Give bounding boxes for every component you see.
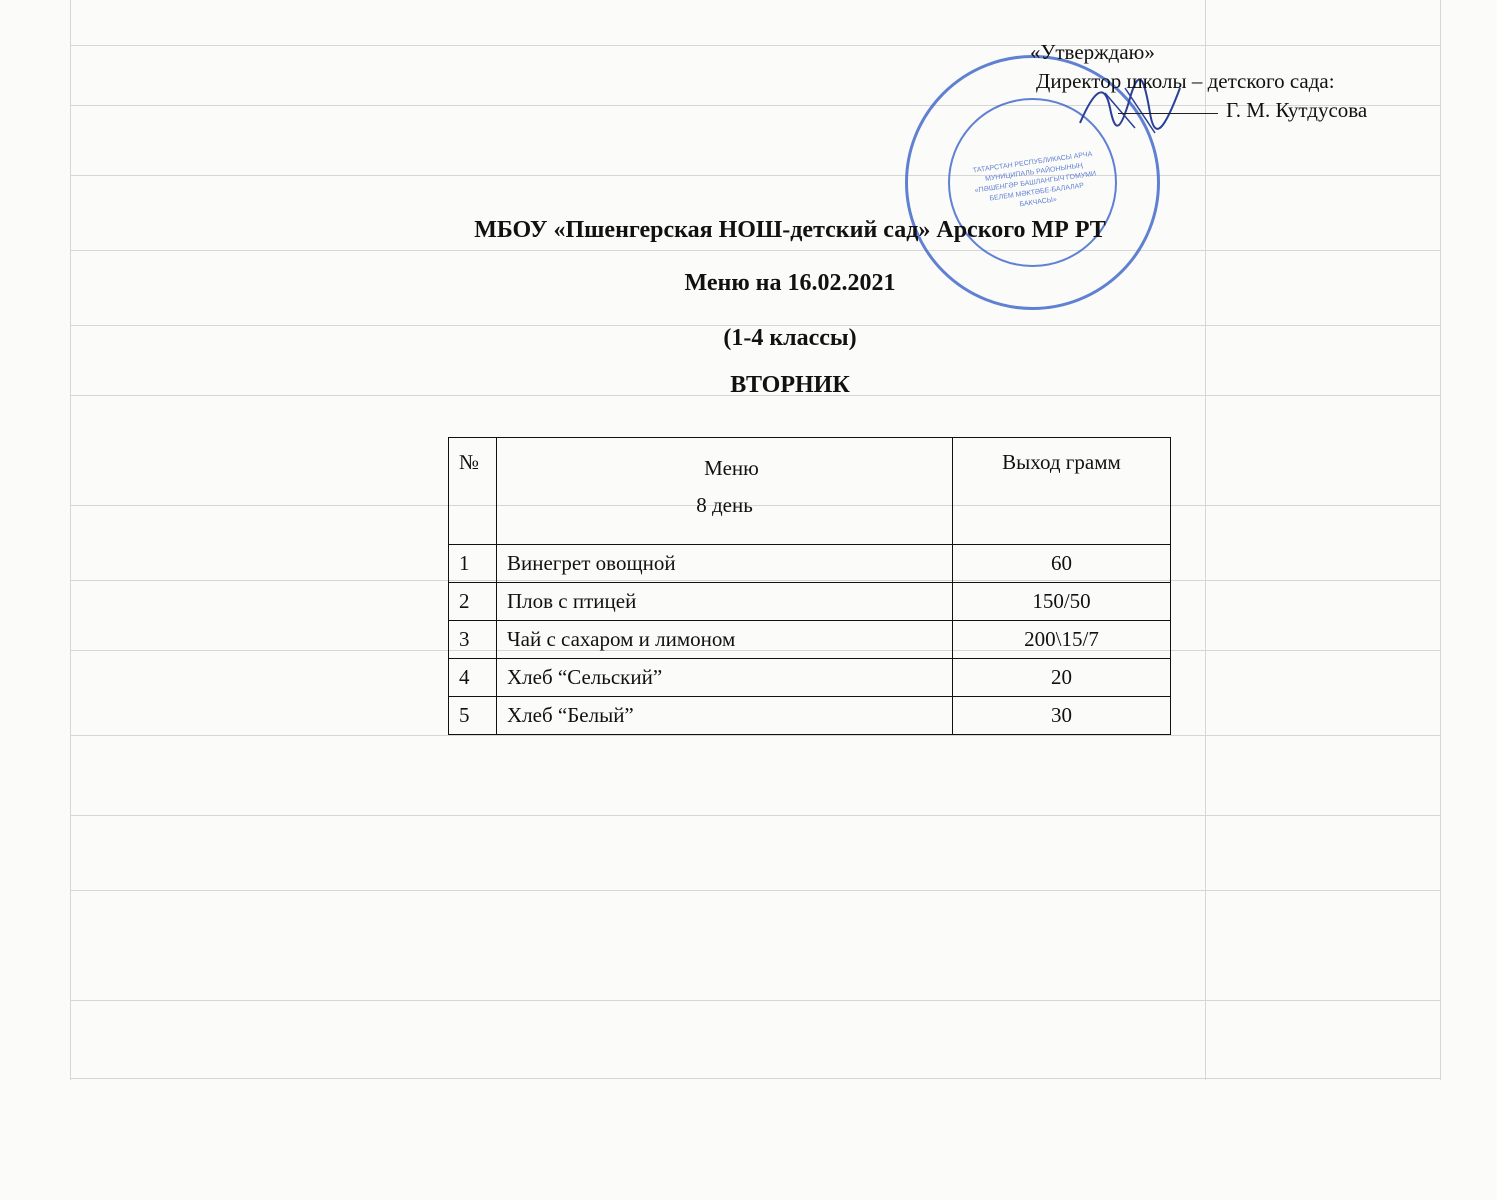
table-header-row	[449, 438, 1171, 545]
approval-block	[1028, 38, 1367, 125]
approval-signatory	[1028, 96, 1367, 125]
row-num: 3	[449, 621, 497, 659]
row-dish: Чай с сахаром и лимоном	[497, 621, 953, 659]
header-output: Выход грамм	[953, 438, 1171, 545]
approval-position: Директор школы – детского сада:	[1036, 69, 1335, 93]
row-num: 4	[449, 659, 497, 697]
table-row	[449, 583, 1171, 621]
approval-title: «Утверждаю»	[1030, 40, 1155, 64]
row-output: 60	[953, 545, 1171, 583]
row-dish: Плов с птицей	[497, 583, 953, 621]
header-menu	[497, 438, 953, 545]
row-dish: Хлеб “Сельский”	[497, 659, 953, 697]
row-num: 2	[449, 583, 497, 621]
classes-label: (1-4 классы)	[723, 325, 857, 351]
day-of-week: ВТОРНИК	[730, 372, 850, 398]
row-output: 150/50	[953, 583, 1171, 621]
table-row	[449, 545, 1171, 583]
row-dish: Винегрет овощной	[497, 545, 953, 583]
school-name: МБОУ «Пшенгерская НОШ-детский сад» Арского МР РТ	[474, 217, 1106, 243]
row-num: 5	[449, 697, 497, 735]
row-num: 1	[449, 545, 497, 583]
menu-table	[448, 437, 1171, 735]
stamp-text: ТАТАРСТАН РЕСПУБЛИКАСЫ АРЧА МУНИЦИПАЛЬ РАЙОНЫНЫҢ «ПӘШЕНГӘР БАШЛАНГЫЧ ГОМУМИ БЕЛЕМ МӘКТӘБЕ-БАЛАЛАР БАКЧАСЫ»	[972, 150, 1097, 209]
row-output: 20	[953, 659, 1171, 697]
row-output: 30	[953, 697, 1171, 735]
header-num: №	[449, 438, 497, 545]
header-menu-day: 8 день	[696, 493, 753, 517]
row-output: 200\15/7	[953, 621, 1171, 659]
header-menu-label: Меню	[704, 456, 759, 480]
table-row	[449, 621, 1171, 659]
menu-date: Меню на 16.02.2021	[684, 270, 896, 296]
table-row	[449, 697, 1171, 735]
table-row	[449, 659, 1171, 697]
approval-name: Г. М. Кутдусова	[1226, 98, 1368, 122]
row-dish: Хлеб “Белый”	[497, 697, 953, 735]
